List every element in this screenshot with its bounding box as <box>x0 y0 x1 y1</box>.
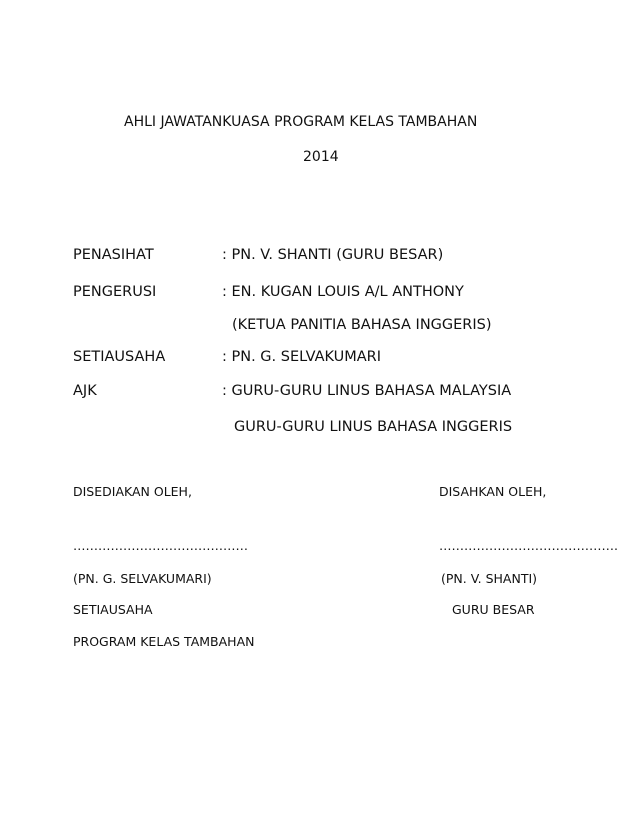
prepared-by-signature-line: …………………………………… <box>73 538 248 553</box>
prepared-by-title-line2: PROGRAM KELAS TAMBAHAN <box>73 634 255 649</box>
approved-by-signature-line: ……………………………………. <box>439 538 618 553</box>
role-setiausaha: SETIAUSAHA <box>73 349 166 365</box>
penasihat-value: : PN. V. SHANTI (GURU BESAR) <box>222 247 444 263</box>
prepared-by-name: (PN. G. SELVAKUMARI) <box>73 571 212 586</box>
approved-by-title: GURU BESAR <box>452 602 535 617</box>
approved-by-name: (PN. V. SHANTI) <box>441 571 538 586</box>
role-penasihat: PENASIHAT <box>73 247 154 263</box>
prepared-by-heading: DISEDIAKAN OLEH, <box>73 484 192 499</box>
ajk-value: : GURU-GURU LINUS BAHASA MALAYSIA <box>222 383 512 399</box>
document-title: AHLI JAWATANKUASA PROGRAM KELAS TAMBAHAN <box>124 114 478 130</box>
pengerusi-value: : EN. KUGAN LOUIS A/L ANTHONY <box>222 284 464 300</box>
document-year: 2014 <box>303 149 339 165</box>
approved-by-heading: DISAHKAN OLEH, <box>439 484 547 499</box>
prepared-by-title: SETIAUSAHA <box>73 602 153 617</box>
ajk-value-line2: GURU-GURU LINUS BAHASA INGGERIS <box>234 419 513 435</box>
role-ajk: AJK <box>73 383 97 399</box>
pengerusi-value-line2: (KETUA PANITIA BAHASA INGGERIS) <box>232 317 492 333</box>
setiausaha-value: : PN. G. SELVAKUMARI <box>222 349 382 365</box>
role-pengerusi: PENGERUSI <box>73 284 157 300</box>
